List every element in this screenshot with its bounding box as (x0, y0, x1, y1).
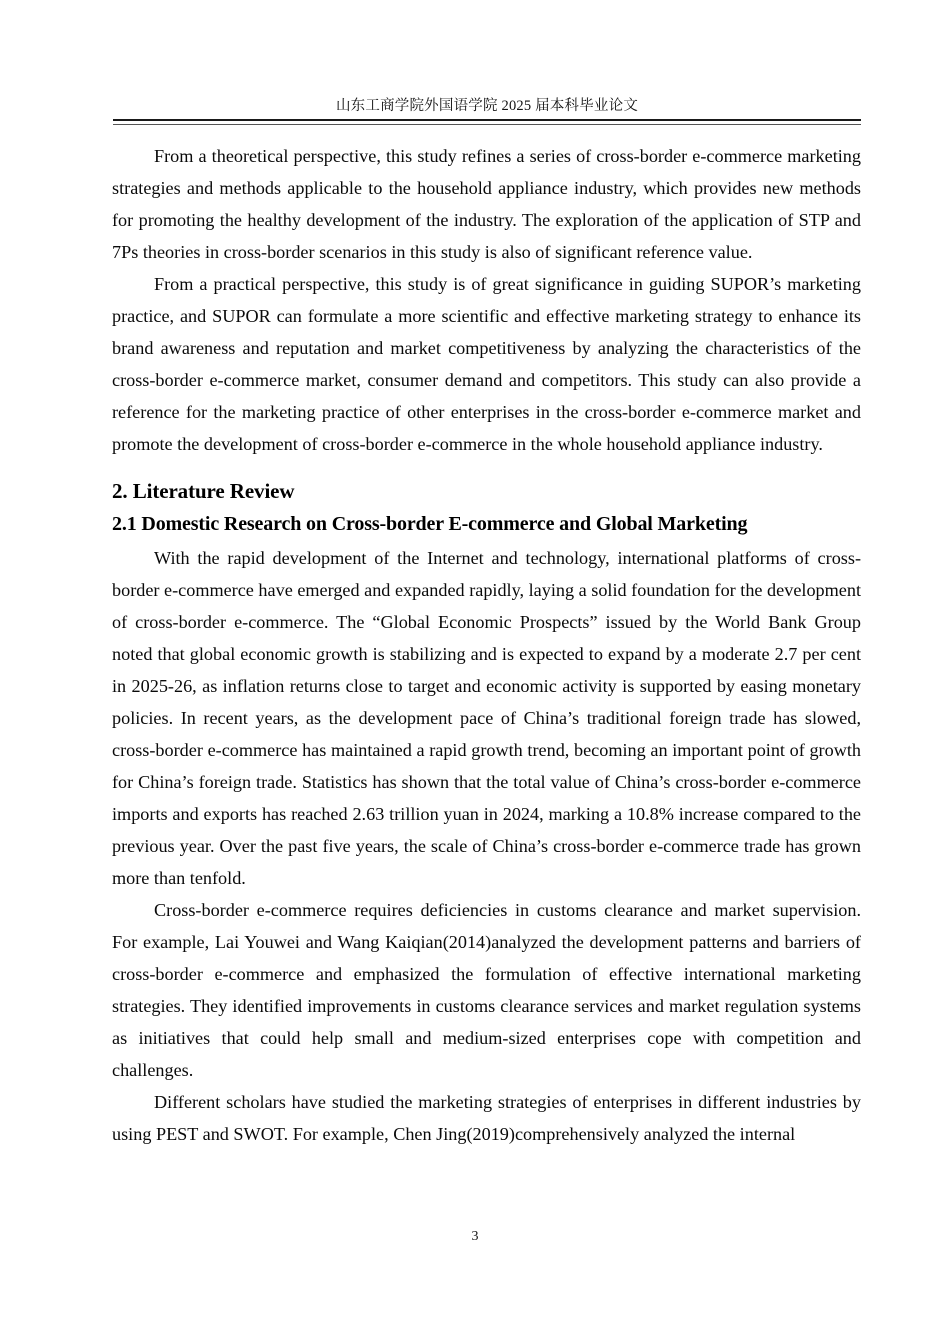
section-heading-literature-review: 2. Literature Review (112, 479, 295, 503)
header-divider-rule (113, 119, 861, 125)
paragraph-customs-clearance: Cross-border e-commerce requires deficiencies in customs clearance and market supervision. For example, Lai Youwei and Wang Kaiqian(2014)analyzed the development patterns and barriers of cross-border e-commerce and emphasized the formulation of effective international marketing strategies. They identified improvements in customs clearance services and market regulation systems as initiatives that could help small and medium-sized enterprises cope with competition and challenges. (112, 900, 861, 1080)
running-header-title: 山东工商学院外国语学院 2025 届本科毕业论文 (335, 98, 639, 114)
paragraph-practical-perspective: From a practical perspective, this study is of great significance in guiding SUPOR’s marketing practice, and SUPOR can formulate a more scientific and effective marketing strategy to enhance its brand awareness and reputation and market competitiveness by analyzing the characteristics of the cross-border e-commerce market, consumer demand and competitors. This study can also provide a reference for the marketing practice of other enterprises in the cross-border e-commerce market and promote the development of cross-border e-commerce in the whole household appliance industry. (112, 274, 861, 454)
running-header (113, 96, 861, 125)
paragraph-pest-swot: Different scholars have studied the marketing strategies of enterprises in different industries by using PEST and SWOT. For example, Chen Jing(2019)comprehensively analyzed the internal (112, 1092, 861, 1144)
paragraph-internet-development: With the rapid development of the Internet and technology, international platforms of cross-border e-commerce have emerged and expanded rapidly, laying a solid foundation for the development of cross-border e-commerce. The “Global Economic Prospects” issued by the World Bank Group noted that global economic growth is stabilizing and is expected to expand by a moderate 2.7 per cent in 2025-26, as inflation returns close to target and economic activity is supported by easing monetary policies. In recent years, as the development pace of China’s traditional foreign trade has slowed, cross-border e-commerce has maintained a rapid growth trend, becoming an important point of growth for China’s foreign trade. Statistics has shown that the total value of China’s cross-border e-commerce imports and exports has reached 2.63 trillion yuan in 2024, marking a 10.8% increase compared to the previous year. Over the past five years, the scale of China’s cross-border e-commerce trade has grown more than tenfold. (112, 548, 861, 888)
subsection-heading-domestic-research: 2.1 Domestic Research on Cross-border E-commerce and Global Marketing (112, 513, 748, 535)
paragraph-theoretical-perspective: From a theoretical perspective, this study refines a series of cross-border e-commerce marketing strategies and methods applicable to the household appliance industry, which provides new methods for promoting the healthy development of the industry. The exploration of the application of STP and 7Ps theories in cross-border scenarios in this study is also of significant reference value. (112, 146, 861, 262)
heading-spacer (112, 460, 861, 474)
page-body (112, 140, 861, 1150)
page-number-footer: 3 (471, 1229, 479, 1244)
